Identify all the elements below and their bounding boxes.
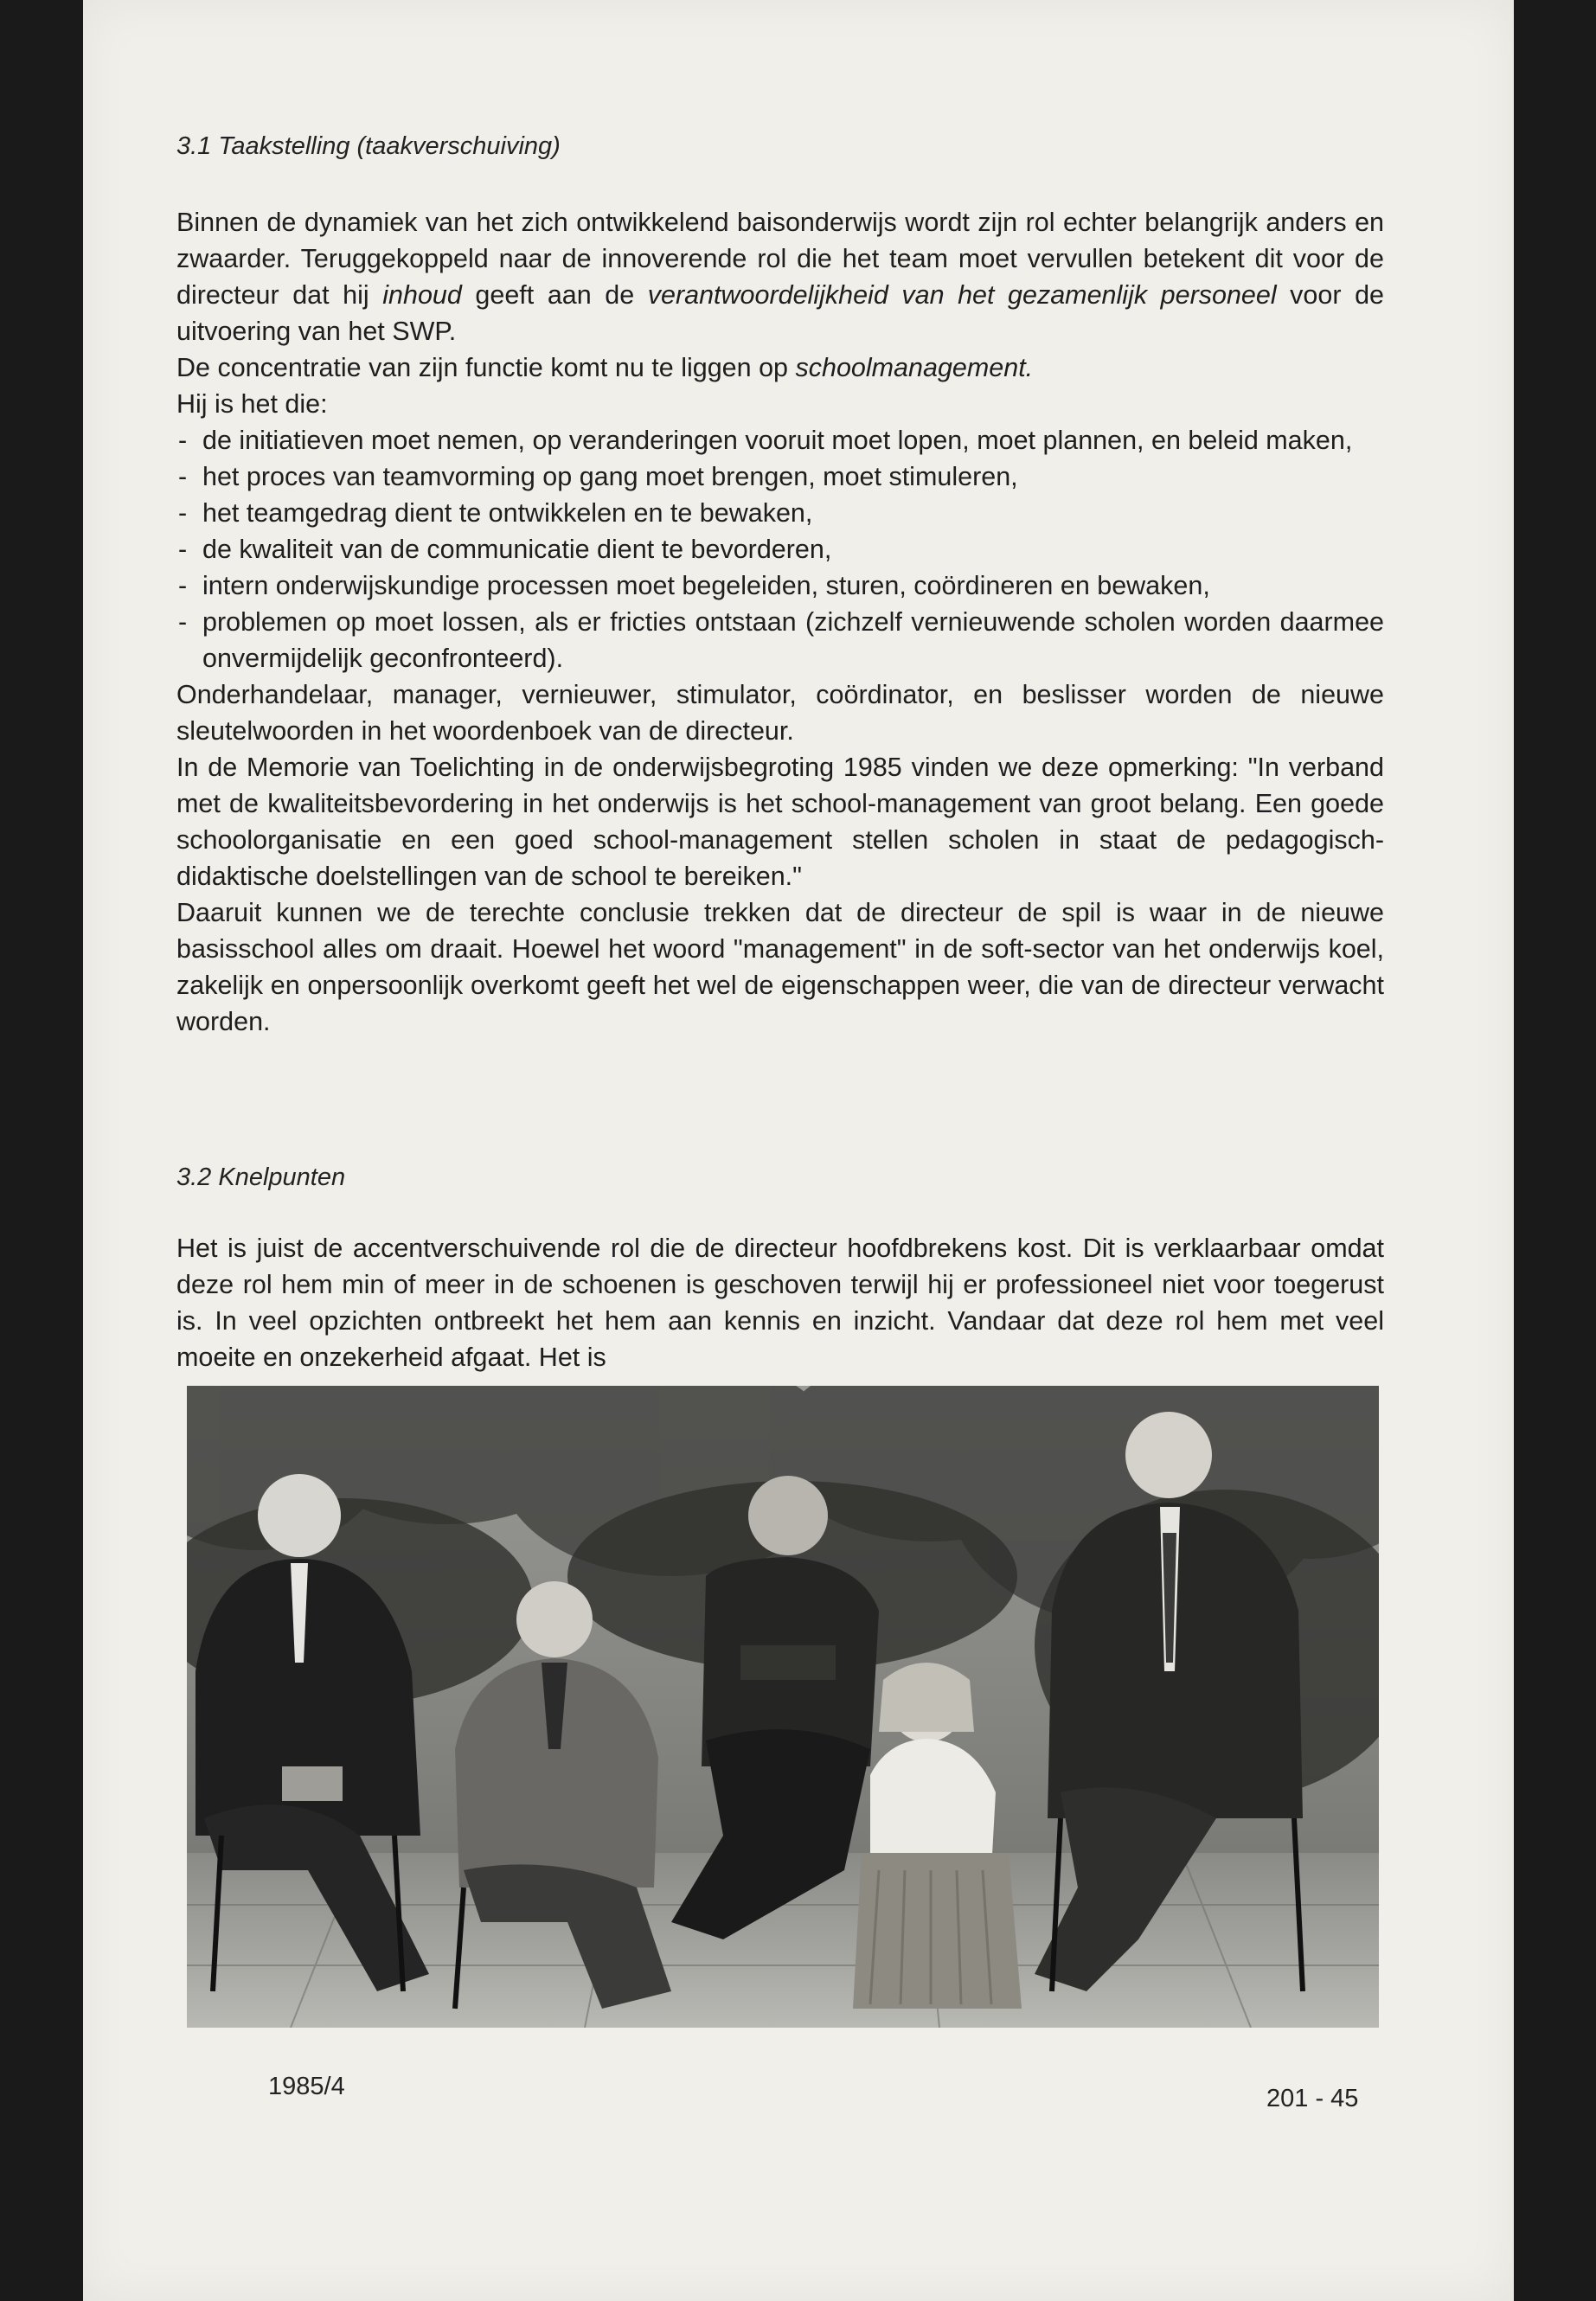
bullet-item: - de kwaliteit van de communicatie dient te bevorderen, <box>176 531 1384 567</box>
section-3-1 <box>176 128 1384 1040</box>
bullet-item: - problemen op moet lossen, als er fricties ontstaan (zichzelf vernieuwende scholen worden daarmee onvermijdelijk geconfronteerd). <box>176 604 1384 676</box>
paragraph-conclusion: Daaruit kunnen we de terechte conclusie trekken dat de directeur de spil is waar in de nieuwe basisschool alles om draait. Hoewel het woord "management" in de soft-sector van het onderwijs koel, zakelijk en onpersoonlijk overkomt geeft het wel de eigenschappen weer, die van de directeur verwacht worden. <box>176 898 1384 1036</box>
page-number: 201 - 45 <box>1266 2085 1359 2112</box>
bullet-item: - het proces van teamvorming op gang moet brengen, moet stimuleren, <box>176 458 1384 495</box>
paragraph-knelpunten: Het is juist de accentverschuivende rol die de directeur hoofdbrekens kost. Dit is verklaarbaar omdat deze rol hem min of meer in de schoenen is geschoven terwijl hij er professioneel niet voor toegerust is. In veel opzichten ontbreekt het hem aan kennis en inzicht. Vandaar dat deze rol hem met veel moeite en onzekerheid afgaat. Het is <box>176 1234 1384 1372</box>
bullet-item: - het teamgedrag dient te ontwikkelen en te bewaken, <box>176 495 1384 531</box>
paragraph-hij-is-het-die: Hij is het die: <box>176 389 328 419</box>
section-heading-3-2: 3.2 Knelpunten <box>176 1163 346 1191</box>
paragraph-concentration: De concentratie van zijn functie komt nu te liggen op schoolmanagement. <box>176 353 1034 382</box>
paragraph-keywords: Onderhandelaar, manager, vernieuwer, stimulator, coördinator, en beslisser worden de nieuwe sleutelwoorden in het woordenboek van de directeur. <box>176 680 1384 746</box>
section-heading-3-1: 3.1 Taakstelling (taakverschuiving) <box>176 132 561 160</box>
section-3-2 <box>176 1159 1384 1375</box>
bullet-item: - intern onderwijskundige processen moet begeleiden, sturen, coördineren en bewaken, <box>176 567 1384 604</box>
group-photo-illustration <box>187 1386 1379 2028</box>
group-photo <box>187 1386 1379 2028</box>
bullet-item: - de initiatieven moet nemen, op veranderingen vooruit moet lopen, moet plannen, en beleid maken, <box>176 422 1384 458</box>
paragraph-memorie: In de Memorie van Toelichting in de onderwijsbegroting 1985 vinden we deze opmerking: "In verband met de kwaliteitsbevordering in het onderwijs is het school-management van groot belang. Een goede schoolorganisatie en een goed school-management stellen scholen in staat de pedagogisch-didaktische doelstellingen van de school te bereiken." <box>176 753 1384 891</box>
issue-number: 1985/4 <box>268 2073 345 2100</box>
paragraph-intro: Binnen de dynamiek van het zich ontwikkelend baisonderwijs wordt zijn rol echter belangrijk anders en zwaarder. Teruggekoppeld naar de innoverende rol die het team moet vervullen betekent dit voor de directeur dat hij inhoud geeft aan de verantwoordelijkheid van het gezamenlijk personeel voor de uitvoering van het SWP. <box>176 208 1385 346</box>
